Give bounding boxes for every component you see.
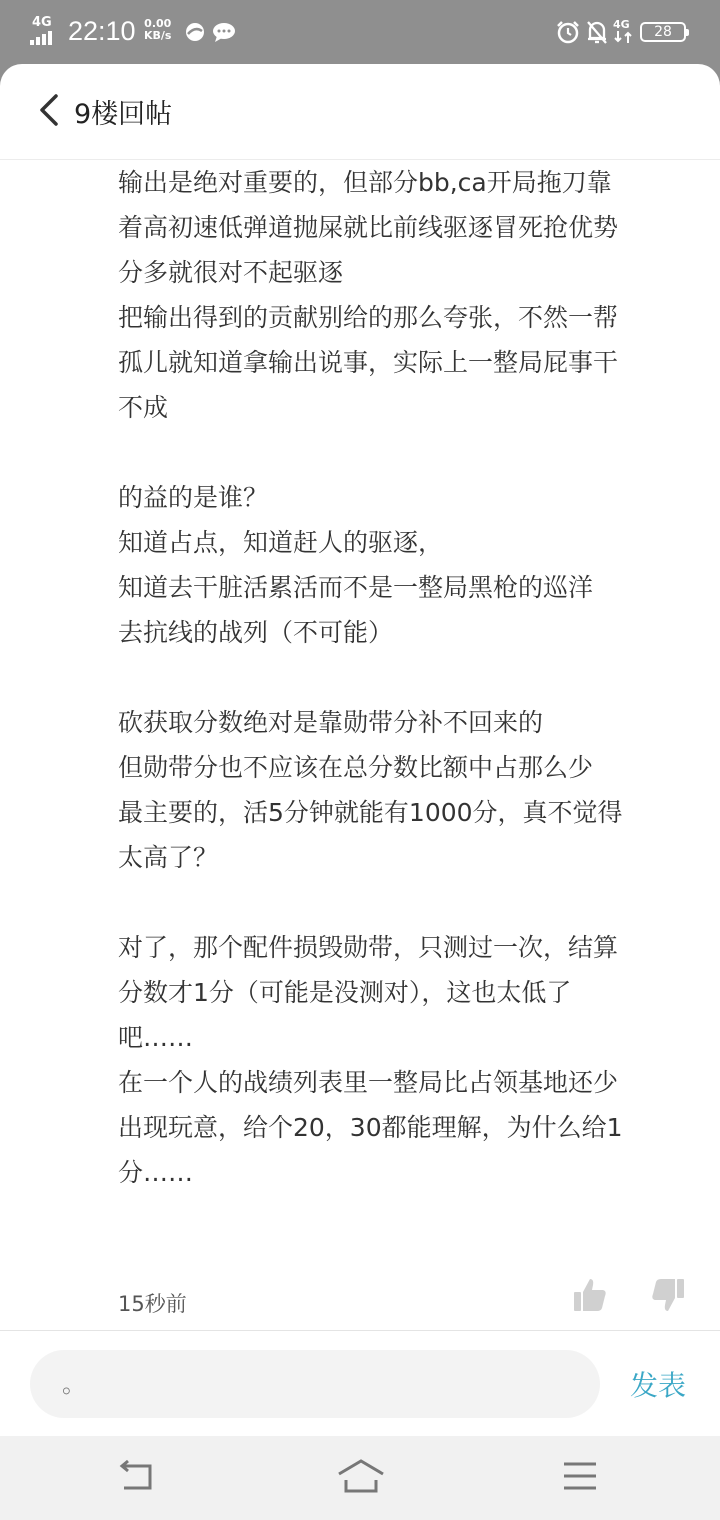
- app-notification-icon: [184, 22, 206, 42]
- post-line: 吧……: [118, 1023, 194, 1052]
- post-line: 知道去干脏活累活而不是一整局黑枪的巡洋: [118, 573, 594, 602]
- speed-unit: KB/s: [144, 29, 172, 42]
- cellular-signal-icon: [30, 15, 62, 45]
- reply-input[interactable]: [30, 1350, 600, 1418]
- post-line: 分多就很对不起驱逐: [118, 258, 344, 287]
- post-line: 出现玩意，给个20，30都能理解，为什么给1: [118, 1113, 623, 1142]
- status-time: 22:10: [68, 16, 136, 46]
- post-line: 输出是绝对重要的，但部分bb,ca开局拖刀靠: [118, 168, 612, 197]
- system-nav-bar: [0, 1436, 720, 1520]
- post-line: 孤儿就知道拿输出说事，实际上一整局屁事干: [118, 348, 619, 377]
- message-icon: [212, 22, 236, 42]
- page-title: 9楼回帖: [74, 99, 173, 130]
- thumbs-up-icon[interactable]: [572, 1277, 608, 1313]
- bell-muted-icon: [586, 19, 608, 45]
- nav-back-icon[interactable]: [118, 1458, 158, 1494]
- post-line: 着高初速低弹道抛屎就比前线驱逐冒死抢优势: [118, 213, 619, 242]
- post-line: 分……: [118, 1158, 194, 1187]
- post-line: 太高了？: [118, 843, 219, 872]
- mobile-data-icon: [612, 18, 636, 44]
- publish-button[interactable]: 发表: [630, 1369, 687, 1402]
- post-line: 分数才1分（可能是没测对），这也太低了: [118, 978, 572, 1007]
- header-bar: [0, 64, 720, 160]
- speed-value: 0.00: [144, 17, 172, 30]
- post-line: 对了，那个配件损毁勋带，只测过一次，结算: [118, 933, 619, 962]
- thumbs-down-icon[interactable]: [650, 1277, 686, 1313]
- post-content: [118, 160, 698, 1195]
- post-line: 最主要的，活5分钟就能有1000分，真不觉得: [118, 798, 623, 827]
- post-line: 把输出得到的贡献别给的那么夸张，不然一帮: [118, 303, 619, 332]
- nav-menu-icon[interactable]: [562, 1460, 598, 1492]
- post-timestamp: 15秒前: [118, 1292, 187, 1316]
- post-line: 在一个人的战绩列表里一整局比占领基地还少: [118, 1068, 619, 1097]
- divider: [0, 1330, 720, 1331]
- post-line-blank: [118, 430, 698, 475]
- reply-detail-sheet: [0, 64, 720, 1436]
- back-button[interactable]: [34, 90, 66, 130]
- network-type: 4G: [32, 15, 52, 30]
- post-line: 去抗线的战列（不可能）: [118, 618, 394, 647]
- battery-indicator: 28: [640, 22, 686, 42]
- alarm-icon: [556, 20, 580, 44]
- network-type-right: 4G: [613, 18, 630, 31]
- post-line: 砍获取分数绝对是靠勋带分补不回来的: [118, 708, 544, 737]
- post-line: 不成: [118, 393, 169, 422]
- network-speed: [144, 18, 171, 42]
- post-line-blank: [118, 880, 698, 925]
- nav-home-icon[interactable]: [336, 1458, 386, 1494]
- status-bar: [0, 0, 720, 64]
- post-line: 的益的是谁？: [118, 483, 269, 512]
- post-line: 知道占点，知道赶人的驱逐，: [118, 528, 444, 557]
- post-line-blank: [118, 655, 698, 700]
- post-line: 但勋带分也不应该在总分数比额中占那么少: [118, 753, 594, 782]
